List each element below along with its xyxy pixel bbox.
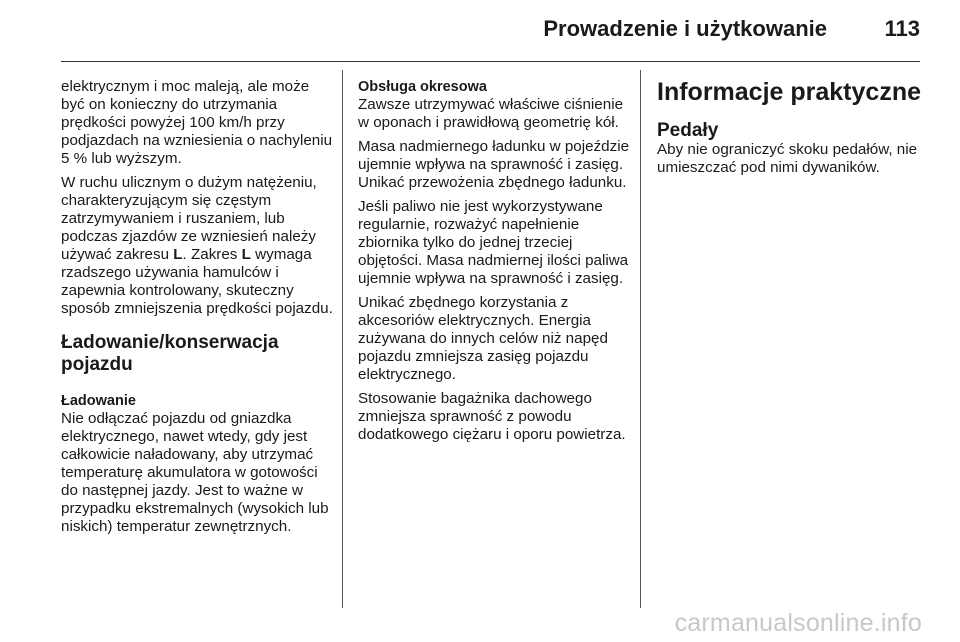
subheading-maintenance: Obsługa okresowa bbox=[358, 79, 487, 95]
column-left bbox=[61, 78, 336, 542]
paragraph-load: Masa nadmiernego ładunku w pojeździe ujemnie wpływa na sprawność i zasięg. Unikać przewożenia zbędnego ładunku. bbox=[358, 138, 630, 191]
range-l-symbol-2: L bbox=[241, 246, 251, 263]
range-text-a: W ruchu ulicznym o dużym natężeniu, charakteryzującym się częstym zatrzymywaniem i ruszaniem, lub podczas zjazdów ze wzniesień należy używać zakresu bbox=[61, 174, 317, 263]
paragraph-pedals: Aby nie ograniczyć skoku pedałów, nie umieszczać pod nimi dywaników. bbox=[657, 141, 918, 176]
page-number: 113 bbox=[884, 16, 920, 41]
column-divider-2 bbox=[640, 70, 641, 608]
paragraph-tyres: Zawsze utrzymywać właściwe ciśnienie w oponach i prawidłową geometrię kół. bbox=[358, 96, 624, 131]
paragraph-roof-rack: Stosowanie bagażnika dachowego zmniejsza sprawność z powodu dodatkowego ciężaru i oporu powietrza. bbox=[358, 390, 626, 443]
column-middle bbox=[358, 78, 630, 450]
paragraph-accessories: Unikać zbędnego korzystania z akcesoriów elektrycznych. Energia zużywana do innych celów niż napęd pojazdu zmniejsza zasięg pojazdu elektrycznego. bbox=[358, 294, 608, 383]
paragraph-range-l bbox=[61, 174, 336, 318]
watermark: carmanualsonline.info bbox=[674, 609, 922, 637]
column-right bbox=[657, 78, 927, 183]
paragraph-fuel: Jeśli paliwo nie jest wykorzystywane regularnie, rozważyć napełnienie zbiornika tylko do jednej trzeciej objętości. Masa nadmiernej ilości paliwa ujemnie wpływa na sprawność i zasięg. bbox=[358, 198, 629, 287]
column-divider-1 bbox=[342, 70, 343, 608]
paragraph-charging: Nie odłączać pojazdu od gniazdka elektrycznego, nawet wtedy, gdy jest całkowicie naładowany, aby utrzymać temperaturę akumulatora w gotowości do następnej jazdy. Jest to ważne w przypadku ekstremalnych (wysokich lub niskich) temperatur zewnętrznych. bbox=[61, 410, 329, 535]
section-heading-charging: Ładowanie/konserwacja pojazdu bbox=[61, 332, 279, 375]
header-rule bbox=[61, 61, 920, 62]
subheading-pedals: Pedały bbox=[657, 120, 719, 141]
running-header-title: Prowadzenie i użytkowanie bbox=[543, 16, 827, 41]
range-text-b: . Zakres bbox=[182, 246, 242, 263]
paragraph-continuation: elektrycznym i moc maleją, ale może być on konieczny do utrzymania prędkości powyżej 100 km/h przy podjazdach na wzniesienia o nachyleniu 5 % lub wyższym. bbox=[61, 78, 333, 167]
range-text-c: wymaga rzadszego używania hamulców i zapewnia kontrolowany, skuteczny sposób zmniejszenia prędkości pojazdu. bbox=[61, 246, 333, 317]
section-heading-practical-info: Informacje praktyczne bbox=[657, 78, 921, 106]
range-l-symbol: L bbox=[173, 246, 183, 263]
subheading-charging: Ładowanie bbox=[61, 393, 136, 409]
